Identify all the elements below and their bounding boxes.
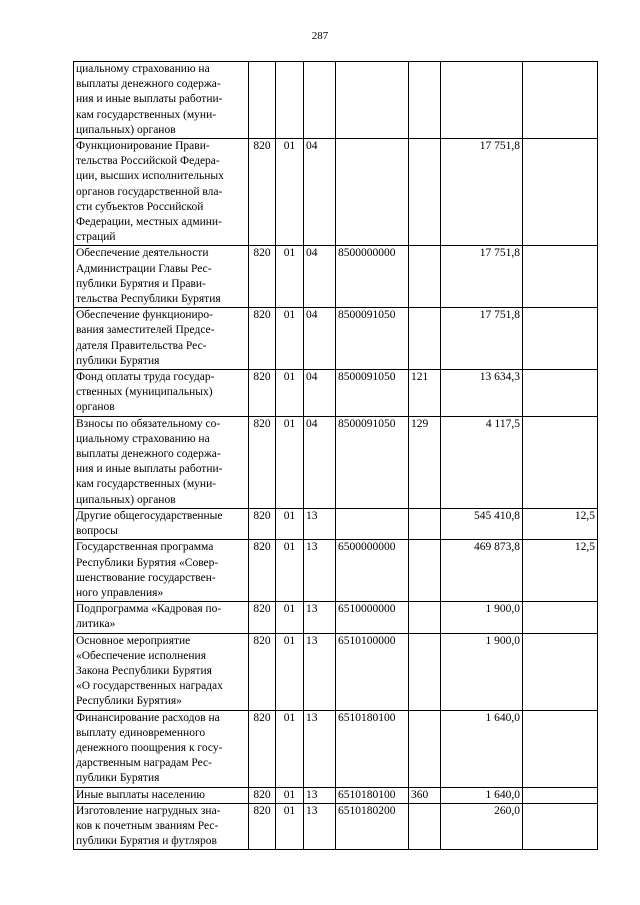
expense-type-cell <box>409 602 441 633</box>
section-code-cell: 01 <box>276 370 304 417</box>
page-number: 287 <box>311 30 329 42</box>
amount-cell: 1 640,0 <box>441 787 523 803</box>
subsection-code-cell: 13 <box>304 787 336 803</box>
subsection-code-cell: 13 <box>304 803 336 850</box>
expense-name-cell: Основное мероприятие «Обеспечение исполнения Закона Республики Бурятия «О государственных наградах Республики Бурятия» <box>74 633 249 710</box>
section-code-cell: 01 <box>276 803 304 850</box>
federal-amount-cell <box>523 633 598 710</box>
target-article-cell: 6510180100 <box>336 787 409 803</box>
ministry-code-cell: 820 <box>249 139 276 246</box>
section-code-cell: 01 <box>276 633 304 710</box>
expense-type-cell <box>409 62 441 139</box>
federal-amount-cell <box>523 308 598 370</box>
ministry-code-cell: 820 <box>249 803 276 850</box>
ministry-code-cell: 820 <box>249 602 276 633</box>
table-row <box>74 62 598 139</box>
subsection-code-cell <box>304 62 336 139</box>
federal-amount-cell <box>523 139 598 246</box>
target-article-cell: 8500091050 <box>336 308 409 370</box>
section-code-cell: 01 <box>276 246 304 308</box>
amount-cell: 260,0 <box>441 803 523 850</box>
expense-type-cell: 360 <box>409 787 441 803</box>
target-article-cell <box>336 62 409 139</box>
table-row <box>74 308 598 370</box>
federal-amount-cell <box>523 803 598 850</box>
federal-amount-cell <box>523 710 598 787</box>
section-code-cell: 01 <box>276 787 304 803</box>
subsection-code-cell: 13 <box>304 710 336 787</box>
federal-amount-cell <box>523 416 598 508</box>
amount-cell: 545 410,8 <box>441 508 523 539</box>
section-code-cell: 01 <box>276 602 304 633</box>
table-row <box>74 246 598 308</box>
amount-cell: 13 634,3 <box>441 370 523 417</box>
ministry-code-cell: 820 <box>249 416 276 508</box>
expense-name-cell: циальному страхованию на выплаты денежного содержа- ния и иные выплаты работни- кам государственных (муни- ципальных) органов <box>74 62 249 139</box>
expense-name-cell: Подпрограмма «Кадровая по- литика» <box>74 602 249 633</box>
target-article-cell <box>336 139 409 246</box>
target-article-cell <box>336 508 409 539</box>
ministry-code-cell <box>249 62 276 139</box>
federal-amount-cell <box>523 787 598 803</box>
expense-type-cell <box>409 633 441 710</box>
expense-type-cell <box>409 246 441 308</box>
expense-name-cell: Обеспечение деятельности Администрации Главы Рес- публики Бурятия и Прави- тельства Республики Бурятия <box>74 246 249 308</box>
expense-type-cell <box>409 508 441 539</box>
amount-cell: 469 873,8 <box>441 540 523 602</box>
ministry-code-cell: 820 <box>249 787 276 803</box>
subsection-code-cell: 13 <box>304 508 336 539</box>
expense-name-cell: Изготовление нагрудных зна- ков к почетным званиям Рес- публики Бурятия и футляров <box>74 803 249 850</box>
expense-name-cell: Функционирование Прави- тельства Российской Федера- ции, высших исполнительных органов государственной вла- сти субъектов Российской Федерации, местных админи- страций <box>74 139 249 246</box>
federal-amount-cell <box>523 246 598 308</box>
table-row <box>74 540 598 602</box>
amount-cell: 1 900,0 <box>441 633 523 710</box>
expense-name-cell: Иные выплаты населению <box>74 787 249 803</box>
amount-cell: 1 640,0 <box>441 710 523 787</box>
table-row <box>74 710 598 787</box>
target-article-cell: 8500091050 <box>336 416 409 508</box>
table-row <box>74 508 598 539</box>
expense-type-cell: 121 <box>409 370 441 417</box>
budget-table-body <box>74 62 598 850</box>
table-row <box>74 602 598 633</box>
table-row <box>74 633 598 710</box>
table-row <box>74 787 598 803</box>
federal-amount-cell <box>523 602 598 633</box>
target-article-cell: 6510100000 <box>336 633 409 710</box>
amount-cell: 17 751,8 <box>441 308 523 370</box>
target-article-cell: 6510180100 <box>336 710 409 787</box>
section-code-cell: 01 <box>276 540 304 602</box>
subsection-code-cell: 13 <box>304 540 336 602</box>
subsection-code-cell: 04 <box>304 246 336 308</box>
subsection-code-cell: 04 <box>304 416 336 508</box>
section-code-cell: 01 <box>276 308 304 370</box>
amount-cell: 1 900,0 <box>441 602 523 633</box>
federal-amount-cell <box>523 62 598 139</box>
section-code-cell: 01 <box>276 139 304 246</box>
expense-name-cell: Другие общегосударственные вопросы <box>74 508 249 539</box>
target-article-cell: 8500091050 <box>336 370 409 417</box>
subsection-code-cell: 13 <box>304 602 336 633</box>
amount-cell: 17 751,8 <box>441 246 523 308</box>
amount-cell: 4 117,5 <box>441 416 523 508</box>
ministry-code-cell: 820 <box>249 246 276 308</box>
subsection-code-cell: 04 <box>304 370 336 417</box>
federal-amount-cell: 12,5 <box>523 508 598 539</box>
expense-name-cell: Взносы по обязательному со- циальному страхованию на выплаты денежного содержа- ния и иные выплаты работни- кам государственных (муни- ципальных) органов <box>74 416 249 508</box>
section-code-cell: 01 <box>276 710 304 787</box>
expense-name-cell: Фонд оплаты труда государ- ственных (муниципальных) органов <box>74 370 249 417</box>
amount-cell <box>441 62 523 139</box>
expense-type-cell <box>409 710 441 787</box>
expense-type-cell <box>409 308 441 370</box>
subsection-code-cell: 04 <box>304 139 336 246</box>
ministry-code-cell: 820 <box>249 508 276 539</box>
amount-cell: 17 751,8 <box>441 139 523 246</box>
ministry-code-cell: 820 <box>249 710 276 787</box>
expense-name-cell: Финансирование расходов на выплату единовременного денежного поощрения к госу- дарственным наградам Рес- публики Бурятия <box>74 710 249 787</box>
expense-name-cell: Государственная программа Республики Бурятия «Совер- шенствование государствен- ного управления» <box>74 540 249 602</box>
federal-amount-cell: 12,5 <box>523 540 598 602</box>
table-row <box>74 139 598 246</box>
expense-type-cell <box>409 139 441 246</box>
subsection-code-cell: 04 <box>304 308 336 370</box>
section-code-cell <box>276 62 304 139</box>
expense-type-cell: 129 <box>409 416 441 508</box>
target-article-cell: 8500000000 <box>336 246 409 308</box>
expense-type-cell <box>409 803 441 850</box>
budget-table <box>73 61 598 850</box>
federal-amount-cell <box>523 370 598 417</box>
target-article-cell: 6510000000 <box>336 602 409 633</box>
table-row <box>74 803 598 850</box>
section-code-cell: 01 <box>276 508 304 539</box>
expense-type-cell <box>409 540 441 602</box>
subsection-code-cell: 13 <box>304 633 336 710</box>
ministry-code-cell: 820 <box>249 540 276 602</box>
expense-name-cell: Обеспечение функциониро- вания заместителей Предсе- дателя Правительства Рес- публики Бурятия <box>74 308 249 370</box>
table-row <box>74 416 598 508</box>
ministry-code-cell: 820 <box>249 370 276 417</box>
ministry-code-cell: 820 <box>249 633 276 710</box>
section-code-cell: 01 <box>276 416 304 508</box>
table-row <box>74 370 598 417</box>
ministry-code-cell: 820 <box>249 308 276 370</box>
target-article-cell: 6500000000 <box>336 540 409 602</box>
target-article-cell: 6510180200 <box>336 803 409 850</box>
